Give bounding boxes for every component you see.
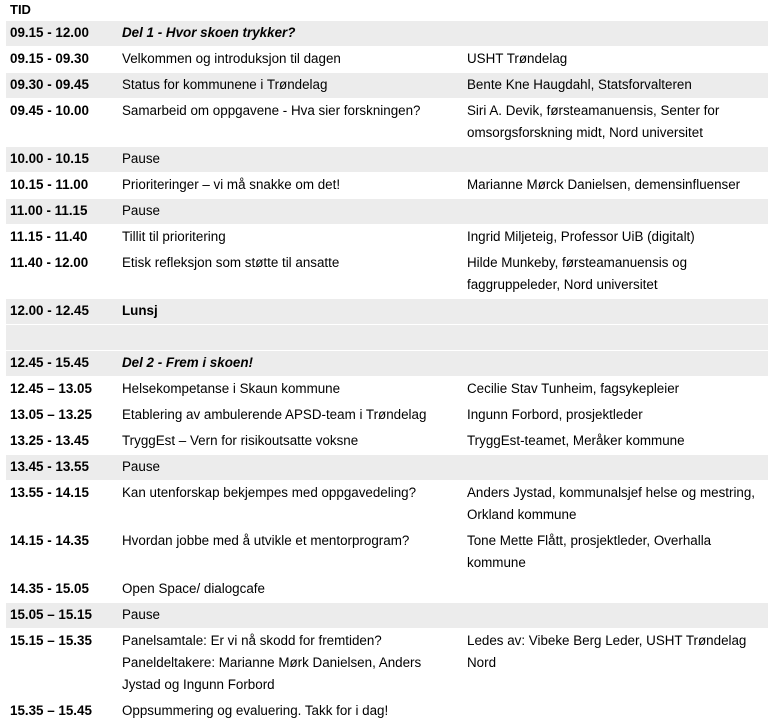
agenda-body: [6, 21, 768, 724]
agenda-speaker: Ingrid Miljeteig, Professor UiB (digitalt): [463, 225, 768, 251]
agenda-title: Del 1 - Hvor skoen trykker?: [118, 21, 463, 47]
agenda-speaker: [463, 299, 768, 325]
agenda-row: [6, 377, 768, 403]
agenda-title: Open Space/ dialogcafe: [118, 577, 463, 603]
agenda-speaker: TryggEst-teamet, Meråker kommune: [463, 429, 768, 455]
agenda-title: Lunsj: [118, 299, 463, 325]
agenda-row: [6, 403, 768, 429]
agenda-row: [6, 173, 768, 199]
agenda-time: 09.45 - 10.00: [6, 99, 118, 147]
agenda-time: 13.55 - 14.15: [6, 481, 118, 529]
agenda-row: [6, 629, 768, 699]
agenda-speaker: Siri A. Devik, førsteamanuensis, Senter for omsorgsforskning midt, Nord universitet: [463, 99, 768, 147]
agenda-title: Helsekompetanse i Skaun kommune: [118, 377, 463, 403]
agenda-time: 14.35 - 15.05: [6, 577, 118, 603]
agenda-time: 12.00 - 12.45: [6, 299, 118, 325]
agenda-row: [6, 147, 768, 173]
agenda-time: 09.30 - 09.45: [6, 73, 118, 99]
agenda-time: 11.40 - 12.00: [6, 251, 118, 299]
agenda-speaker: Ledes av: Vibeke Berg Leder, USHT Trøndelag Nord: [463, 629, 768, 699]
agenda-title: TryggEst – Vern for risikoutsatte voksne: [118, 429, 463, 455]
agenda-speaker: Bente Kne Haugdahl, Statsforvalteren: [463, 73, 768, 99]
agenda-table: [6, 20, 768, 724]
agenda-time: 15.05 – 15.15: [6, 603, 118, 629]
agenda-time: 14.15 - 14.35: [6, 529, 118, 577]
agenda-row: [6, 699, 768, 724]
agenda-title: Panelsamtale: Er vi nå skodd for fremtiden? Paneldeltakere: Marianne Mørk Danielsen, Anders Jystad og Ingunn Forbord: [118, 629, 463, 699]
agenda-title: Status for kommunene i Trøndelag: [118, 73, 463, 99]
agenda-section-row: [6, 351, 768, 377]
agenda-row: [6, 199, 768, 225]
agenda-row: [6, 455, 768, 481]
agenda-title: Prioriteringer – vi må snakke om det!: [118, 173, 463, 199]
agenda-time: 12.45 – 13.05: [6, 377, 118, 403]
agenda-speaker: [463, 325, 768, 351]
agenda-row: [6, 603, 768, 629]
agenda-speaker: [463, 577, 768, 603]
agenda-speaker: Tone Mette Flått, prosjektleder, Overhalla kommune: [463, 529, 768, 577]
agenda-title: Tillit til prioritering: [118, 225, 463, 251]
agenda-time: 13.05 – 13.25: [6, 403, 118, 429]
agenda-title: Etisk refleksjon som støtte til ansatte: [118, 251, 463, 299]
agenda-time: 13.25 - 13.45: [6, 429, 118, 455]
agenda-title: Pause: [118, 199, 463, 225]
agenda-row: [6, 47, 768, 73]
agenda-speaker: [463, 699, 768, 724]
agenda-title: Oppsummering og evaluering. Takk for i dag!: [118, 699, 463, 724]
agenda-speaker: [463, 455, 768, 481]
column-header-tid: TID: [6, 0, 772, 20]
agenda-time: 11.15 - 11.40: [6, 225, 118, 251]
agenda-time: 09.15 - 12.00: [6, 21, 118, 47]
agenda-title: Samarbeid om oppgavene - Hva sier forskningen?: [118, 99, 463, 147]
agenda-row: [6, 429, 768, 455]
agenda-speaker: [463, 199, 768, 225]
agenda-title: Pause: [118, 603, 463, 629]
agenda-speaker: Ingunn Forbord, prosjektleder: [463, 403, 768, 429]
agenda-time: 13.45 - 13.55: [6, 455, 118, 481]
agenda-speaker: Anders Jystad, kommunalsjef helse og mestring, Orkland kommune: [463, 481, 768, 529]
agenda-title: Kan utenforskap bekjempes med oppgavedeling?: [118, 481, 463, 529]
agenda-row: [6, 251, 768, 299]
agenda-title: Pause: [118, 455, 463, 481]
agenda-title: [118, 325, 463, 351]
agenda-section-row: [6, 21, 768, 47]
agenda-speaker: [463, 21, 768, 47]
agenda-speaker: Marianne Mørck Danielsen, demensinfluenser: [463, 173, 768, 199]
agenda-time: 12.45 - 15.45: [6, 351, 118, 377]
agenda-speaker: Hilde Munkeby, førsteamanuensis og faggruppeleder, Nord universitet: [463, 251, 768, 299]
agenda-row: [6, 225, 768, 251]
agenda-row: [6, 577, 768, 603]
agenda-title: Pause: [118, 147, 463, 173]
agenda-time: [6, 325, 118, 351]
agenda-speaker: [463, 351, 768, 377]
agenda-speaker: USHT Trøndelag: [463, 47, 768, 73]
agenda-time: 15.35 – 15.45: [6, 699, 118, 724]
agenda-title: Etablering av ambulerende APSD-team i Trøndelag: [118, 403, 463, 429]
agenda-time: 10.15 - 11.00: [6, 173, 118, 199]
agenda-speaker: [463, 603, 768, 629]
agenda-speaker: [463, 147, 768, 173]
agenda-title: Velkommen og introduksjon til dagen: [118, 47, 463, 73]
agenda-spacer-row: [6, 325, 768, 351]
agenda-row: [6, 299, 768, 325]
agenda-row: [6, 99, 768, 147]
agenda-speaker: Cecilie Stav Tunheim, fagsykepleier: [463, 377, 768, 403]
agenda-title: Hvordan jobbe med å utvikle et mentorprogram?: [118, 529, 463, 577]
agenda-row: [6, 481, 768, 529]
agenda-time: 11.00 - 11.15: [6, 199, 118, 225]
agenda-time: 10.00 - 10.15: [6, 147, 118, 173]
agenda-row: [6, 529, 768, 577]
agenda-row: [6, 73, 768, 99]
agenda-time: 15.15 – 15.35: [6, 629, 118, 699]
agenda-time: 09.15 - 09.30: [6, 47, 118, 73]
agenda-title: Del 2 - Frem i skoen!: [118, 351, 463, 377]
